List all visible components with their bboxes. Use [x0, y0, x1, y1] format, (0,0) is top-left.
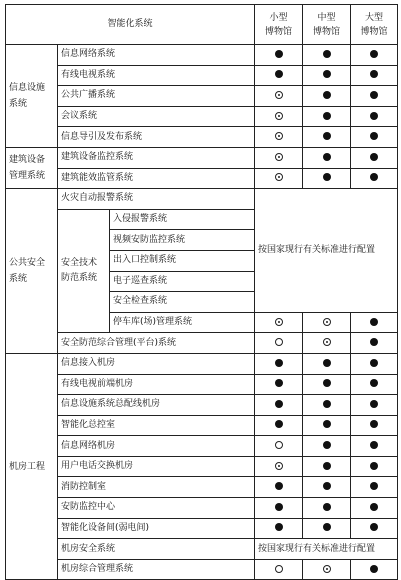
- mark-large: [351, 518, 398, 539]
- filled-dot-icon: [275, 70, 283, 78]
- category-info-text: 信息设施 系统: [9, 82, 46, 109]
- filled-dot-icon: [370, 379, 378, 387]
- table-row: [6, 415, 398, 436]
- filled-dot-icon: [275, 400, 283, 408]
- row-label: 信息网络机房: [58, 436, 255, 457]
- filled-dot-icon: [323, 379, 331, 387]
- mark-small: [255, 374, 303, 395]
- filled-dot-icon: [323, 70, 331, 78]
- category-bldg: [6, 147, 58, 188]
- dotted-circle-icon: [275, 318, 283, 326]
- table-row: [6, 147, 398, 168]
- filled-dot-icon: [275, 503, 283, 511]
- mark-large: [351, 353, 398, 374]
- mark-large: [351, 147, 398, 168]
- mark-small: [255, 395, 303, 416]
- filled-dot-icon: [370, 318, 378, 326]
- filled-dot-icon: [370, 482, 378, 490]
- mark-medium: [303, 333, 351, 354]
- mark-medium: [303, 168, 351, 189]
- mark-small: [255, 147, 303, 168]
- filled-dot-icon: [370, 565, 378, 573]
- row-label: 智能化设备间(弱电间): [58, 518, 255, 539]
- row-label: 机房综合管理系统: [58, 559, 255, 580]
- mark-medium: [303, 559, 351, 580]
- filled-dot-icon: [370, 338, 378, 346]
- mark-medium: [303, 65, 351, 86]
- filled-dot-icon: [323, 400, 331, 408]
- mark-medium: [303, 436, 351, 457]
- mark-medium: [303, 498, 351, 519]
- header-small-text: 小型 博物馆: [265, 12, 293, 37]
- mark-medium: [303, 106, 351, 127]
- row-label: 建筑设备监控系统: [58, 147, 255, 168]
- mark-large: [351, 65, 398, 86]
- mark-small: [255, 559, 303, 580]
- mark-small: [255, 333, 303, 354]
- mark-small: [255, 498, 303, 519]
- row-label: 电子巡查系统: [110, 271, 255, 292]
- mark-large: [351, 86, 398, 107]
- row-label: 安全检查系统: [110, 292, 255, 313]
- mark-large: [351, 127, 398, 148]
- row-label: 安全防范综合管理(平台)系统: [58, 333, 255, 354]
- mark-medium: [303, 312, 351, 333]
- table-row: [6, 65, 398, 86]
- table-row: [6, 45, 398, 66]
- filled-dot-icon: [370, 503, 378, 511]
- mark-medium: [303, 456, 351, 477]
- table-row: [6, 498, 398, 519]
- mark-small: [255, 106, 303, 127]
- mark-medium: [303, 86, 351, 107]
- mark-large: [351, 456, 398, 477]
- mark-small: [255, 65, 303, 86]
- filled-dot-icon: [370, 462, 378, 470]
- mark-small: [255, 312, 303, 333]
- security-note: 按国家现行有关标准进行配置: [255, 189, 398, 313]
- mark-large: [351, 436, 398, 457]
- mark-large: [351, 559, 398, 580]
- table-row: [6, 539, 398, 560]
- filled-dot-icon: [275, 379, 283, 387]
- dotted-circle-icon: [323, 318, 331, 326]
- row-label: 会议系统: [58, 106, 255, 127]
- row-label: 信息导引及发布系统: [58, 127, 255, 148]
- filled-dot-icon: [275, 482, 283, 490]
- filled-dot-icon: [370, 523, 378, 531]
- filled-dot-icon: [323, 173, 331, 181]
- row-label: 建筑能效监管系统: [58, 168, 255, 189]
- dotted-circle-icon: [275, 112, 283, 120]
- filled-dot-icon: [370, 359, 378, 367]
- table-row: [6, 86, 398, 107]
- mark-small: [255, 456, 303, 477]
- mark-medium: [303, 353, 351, 374]
- row-label: 视频安防监控系统: [110, 230, 255, 251]
- dotted-circle-icon: [275, 91, 283, 99]
- mark-small: [255, 518, 303, 539]
- mark-small: [255, 477, 303, 498]
- mark-small: [255, 168, 303, 189]
- filled-dot-icon: [370, 50, 378, 58]
- table-row: [6, 477, 398, 498]
- row-label: 信息网络系统: [58, 45, 255, 66]
- category-bldg-text: 建筑设备 管理系统: [9, 155, 46, 182]
- dotted-circle-icon: [275, 132, 283, 140]
- table-row: [6, 333, 398, 354]
- filled-dot-icon: [323, 153, 331, 161]
- table-row: [6, 374, 398, 395]
- dotted-circle-icon: [275, 153, 283, 161]
- mark-small: [255, 436, 303, 457]
- row-label: 智能化总控室: [58, 415, 255, 436]
- mark-small: [255, 127, 303, 148]
- category-info: [6, 45, 58, 148]
- filled-dot-icon: [370, 91, 378, 99]
- mark-large: [351, 333, 398, 354]
- mark-small: [255, 415, 303, 436]
- header-system: 智能化系统: [6, 5, 255, 45]
- mark-large: [351, 106, 398, 127]
- filled-dot-icon: [323, 462, 331, 470]
- room-security-note: 按国家现行有关标准进行配置: [255, 539, 398, 560]
- filled-dot-icon: [323, 523, 331, 531]
- row-label: 信息设施系统总配线机房: [58, 395, 255, 416]
- filled-dot-icon: [370, 70, 378, 78]
- filled-dot-icon: [370, 420, 378, 428]
- mark-medium: [303, 127, 351, 148]
- category-room: 机房工程: [6, 353, 58, 580]
- table-row: [6, 106, 398, 127]
- filled-dot-icon: [370, 132, 378, 140]
- category-security-text: 公共安全 系统: [9, 258, 46, 285]
- filled-dot-icon: [323, 420, 331, 428]
- empty-circle-icon: [275, 565, 283, 573]
- filled-dot-icon: [323, 50, 331, 58]
- table-row: [6, 189, 398, 210]
- table-row: [6, 559, 398, 580]
- row-label: 信息接入机房: [58, 353, 255, 374]
- mark-large: [351, 395, 398, 416]
- dotted-circle-icon: [323, 565, 331, 573]
- mark-medium: [303, 518, 351, 539]
- dotted-circle-icon: [275, 173, 283, 181]
- row-label: 入侵报警系统: [110, 209, 255, 230]
- table-row: [6, 353, 398, 374]
- header-medium-text: 中型 博物馆: [313, 12, 341, 37]
- filled-dot-icon: [323, 132, 331, 140]
- filled-dot-icon: [275, 50, 283, 58]
- table-row: [6, 436, 398, 457]
- mark-small: [255, 86, 303, 107]
- empty-circle-icon: [275, 338, 283, 346]
- filled-dot-icon: [323, 482, 331, 490]
- filled-dot-icon: [275, 420, 283, 428]
- mark-medium: [303, 415, 351, 436]
- mark-small: [255, 45, 303, 66]
- mark-medium: [303, 477, 351, 498]
- table-row: [6, 168, 398, 189]
- filled-dot-icon: [323, 441, 331, 449]
- mark-large: [351, 374, 398, 395]
- row-label: 停车库(场)管理系统: [110, 312, 255, 333]
- header-small: [255, 5, 303, 45]
- table-row: [6, 518, 398, 539]
- empty-circle-icon: [275, 441, 283, 449]
- filled-dot-icon: [323, 112, 331, 120]
- filled-dot-icon: [323, 503, 331, 511]
- row-label: 公共广播系统: [58, 86, 255, 107]
- mark-medium: [303, 45, 351, 66]
- filled-dot-icon: [323, 359, 331, 367]
- row-label: 出入口控制系统: [110, 250, 255, 271]
- category-security-sub-text: 安全技术 防范系统: [61, 258, 98, 284]
- filled-dot-icon: [370, 173, 378, 181]
- mark-large: [351, 168, 398, 189]
- mark-large: [351, 415, 398, 436]
- row-label: 有线电视前端机房: [58, 374, 255, 395]
- row-label: 用户电话交换机房: [58, 456, 255, 477]
- mark-medium: [303, 395, 351, 416]
- table-row: [6, 456, 398, 477]
- smart-system-table: [5, 4, 398, 580]
- header-row: [6, 5, 398, 45]
- mark-large: [351, 498, 398, 519]
- mark-medium: [303, 147, 351, 168]
- filled-dot-icon: [323, 91, 331, 99]
- header-medium: [303, 5, 351, 45]
- dotted-circle-icon: [323, 338, 331, 346]
- row-label: 消防控制室: [58, 477, 255, 498]
- dotted-circle-icon: [275, 462, 283, 470]
- filled-dot-icon: [370, 153, 378, 161]
- row-label: 有线电视系统: [58, 65, 255, 86]
- filled-dot-icon: [370, 400, 378, 408]
- header-large-text: 大型 博物馆: [360, 12, 388, 37]
- category-security: [6, 189, 58, 354]
- table-row: [6, 127, 398, 148]
- mark-medium: [303, 374, 351, 395]
- row-label: 火灾自动报警系统: [58, 189, 255, 210]
- row-label: 机房安全系统: [58, 539, 255, 560]
- filled-dot-icon: [370, 112, 378, 120]
- filled-dot-icon: [275, 523, 283, 531]
- mark-large: [351, 45, 398, 66]
- header-large: [351, 5, 398, 45]
- mark-large: [351, 312, 398, 333]
- category-security-sub: [58, 209, 110, 333]
- table-row: [6, 395, 398, 416]
- mark-large: [351, 477, 398, 498]
- row-label: 安防监控中心: [58, 498, 255, 519]
- mark-small: [255, 353, 303, 374]
- filled-dot-icon: [275, 359, 283, 367]
- filled-dot-icon: [370, 441, 378, 449]
